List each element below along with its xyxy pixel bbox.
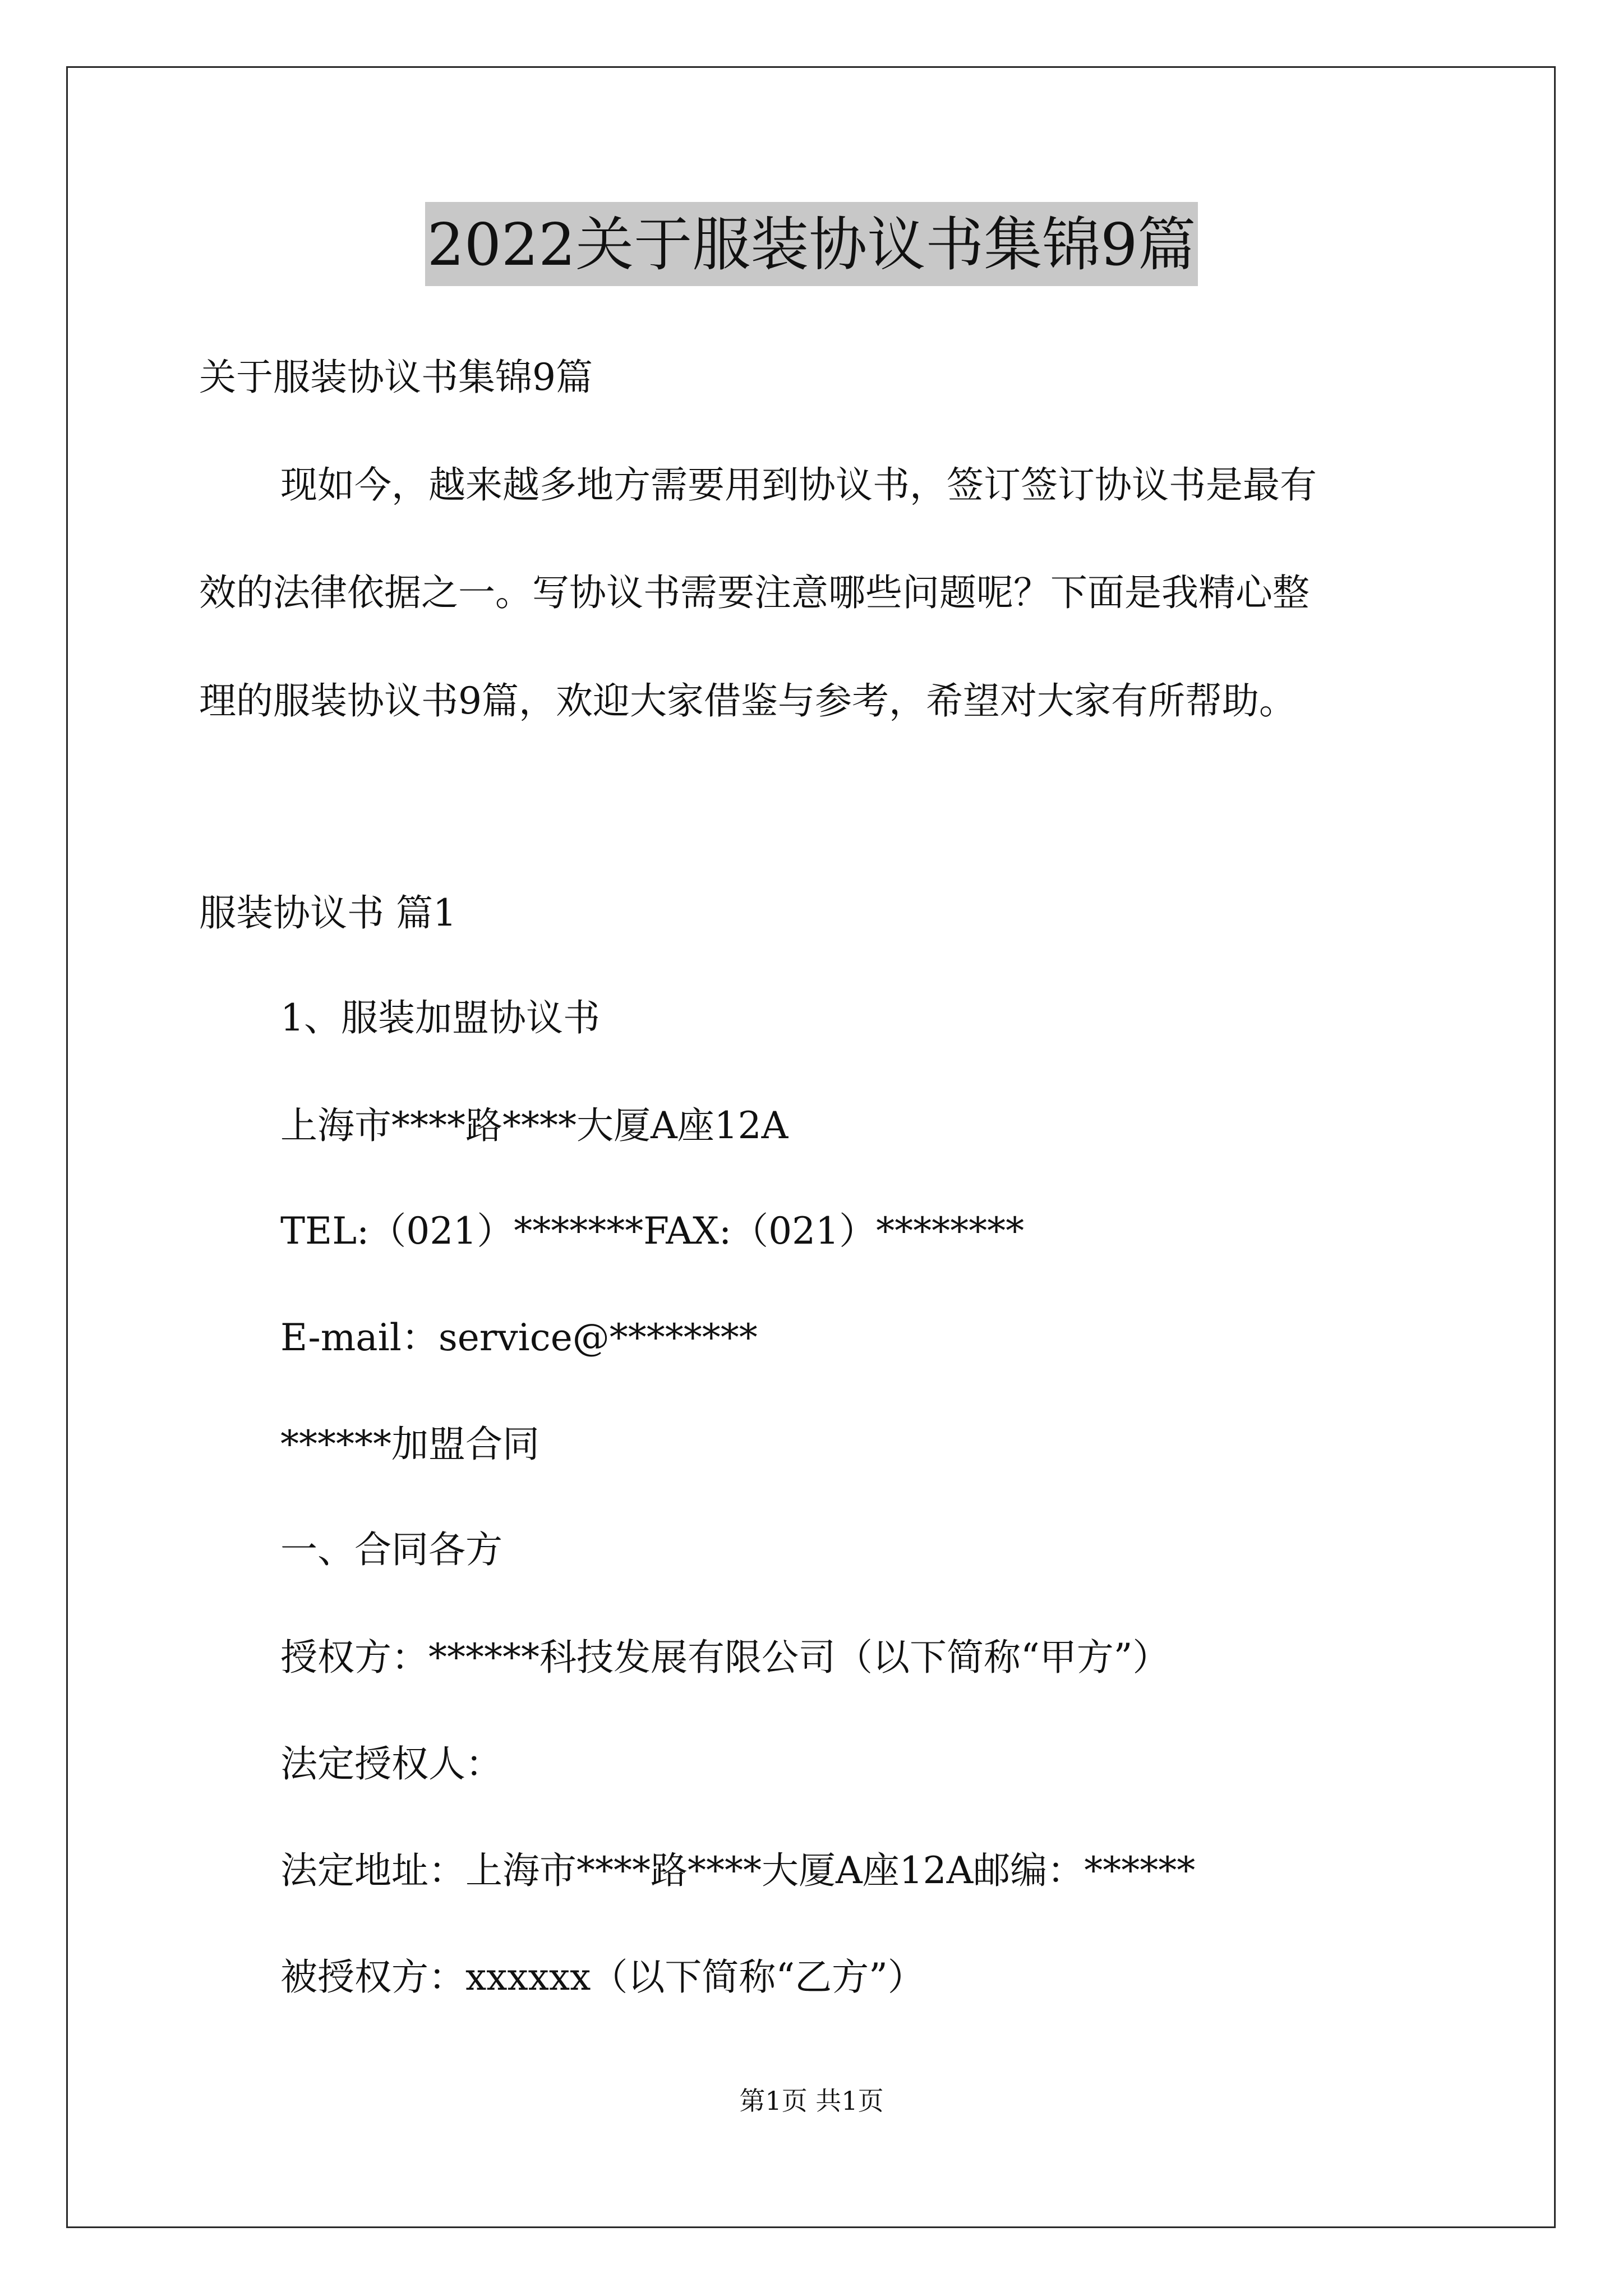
intro-line: 理的服装协议书9篇，欢迎大家借鉴与参考，希望对大家有所帮助。: [199, 679, 1296, 723]
intro-line: 效的法律依据之一。写协议书需要注意哪些问题呢？下面是我精心整: [199, 571, 1310, 614]
body-line: 法定地址：上海市****路****大厦A座12A邮编：******: [280, 1849, 1196, 1892]
section-heading: 服装协议书 篇1: [199, 891, 457, 935]
document-subtitle: 关于服装协议书集锦9篇: [199, 356, 593, 399]
body-line: 上海市****路****大厦A座12A: [280, 1104, 789, 1147]
title-container: [0, 202, 1623, 286]
body-line: ******加盟合同: [280, 1423, 540, 1466]
intro-line: 现如今，越来越多地方需要用到协议书，签订签订协议书是最有: [280, 463, 1317, 507]
body-line: E-mail：service@********: [280, 1316, 758, 1359]
body-line: 授权方：******科技发展有限公司（以下简称“甲方”）: [280, 1636, 1170, 1679]
document-title: 2022关于服装协议书集锦9篇: [425, 202, 1198, 286]
body-line: 一、合同各方: [280, 1528, 502, 1571]
body-line: 被授权方：xxxxxx（以下简称“乙方”）: [280, 1955, 925, 1999]
page-footer: 第1页 共1页: [739, 2086, 884, 2116]
body-line: 法定授权人：: [280, 1742, 502, 1786]
body-line: TEL:（021）*******FAX:（021）********: [280, 1209, 1025, 1253]
body-line: 1、服装加盟协议书: [280, 996, 600, 1039]
